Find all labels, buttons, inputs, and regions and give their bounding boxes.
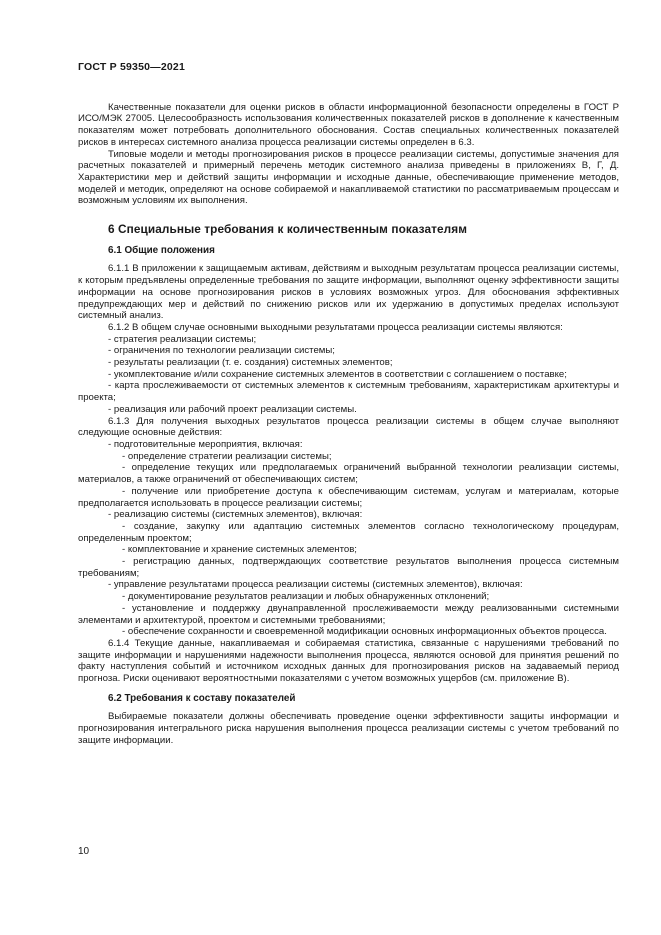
- subsection-6-1-title: 6.1 Общие положения: [108, 244, 215, 256]
- list-item: - карта прослеживаемости от системных элементов к системным требованиям, характеристикам архитектуры и проекта;: [78, 380, 619, 404]
- list-item: - ограничения по технологии реализации системы;: [108, 345, 335, 357]
- action-group-implementation: - реализацию системы (системных элементов), включая:: [108, 509, 363, 521]
- list-item: - укомплектование и/или сохранение системных элементов в соответствии с соглашением о поставке;: [108, 368, 567, 380]
- clause-6-1-4: 6.1.4 Текущие данные, накапливаемая и собираемая статистика, связанные с нарушениями требований по защите информации и нарушениями надежности выполнения процесса, являются основой для принятия решений по факту наступления событий и источником исходных данных для прогнозирования рисков на задаваемый период прогноза. Риски оценивают вероятностными показателями с учетом возможных ущербов (см. приложение В).: [78, 637, 619, 685]
- list-item: - комплектование и хранение системных элементов;: [122, 544, 357, 556]
- list-item: - реализация или рабочий проект реализации системы.: [108, 403, 357, 415]
- clause-6-1-3: 6.1.3 Для получения выходных результатов процесса реализации системы в общем случае выполняют следующие основные действия:: [78, 415, 619, 439]
- intro-paragraph-2: Типовые модели и методы прогнозирования рисков в процессе реализации системы, допустимые значения для расчетных показателей и примерный перечень методик системного анализа приведены в приложениях В, Г, Д. Характеристики мер и действий защиты информации и исходные данные, обеспечивающие применение методов, моделей и методик, определяют на основе собираемой и накапливаемой статистики по рассматриваемым процессам и возможным условиям их выполнения.: [78, 148, 619, 207]
- page-number: 10: [78, 846, 90, 857]
- clause-6-2-paragraph: Выбираемые показатели должны обеспечивать проведение оценки эффективности защиты информации и прогнозирования интегрального риска нарушения выполнения процесса реализации системы с учетом требований по защите информации.: [78, 711, 619, 746]
- action-group-preparation: - подготовительные мероприятия, включая:: [108, 438, 303, 450]
- clause-6-1-2: 6.1.2 В общем случае основными выходными результатами процесса реализации системы являются:: [108, 321, 563, 333]
- list-item: - определение текущих или предполагаемых ограничений выбранной технологии реализации системы, материалов, а также ограничений от обеспечивающих систем;: [78, 462, 619, 486]
- document-id-header: ГОСТ Р 59350—2021: [78, 61, 186, 73]
- list-item: - документирование результатов реализации и любых обнаруженных отклонений;: [122, 591, 490, 603]
- intro-paragraph-1: Качественные показатели для оценки рисков в области информационной безопасности определены в ГОСТ Р ИСО/МЭК 27005. Целесообразность использования количественных показателей рисков в дополнение к качественным показателям может потребовать дополнительного обоснования. Состав специальных количественных показателей рисков в интересах системного анализа процесса реализации системы определен в 6.3.: [78, 101, 619, 148]
- list-item: - результаты реализации (т. е. создания) системных элементов;: [108, 357, 393, 369]
- list-item: - установление и поддержку двунаправленной прослеживаемости между реализованными системными элементами и архитектурой, проектом и системными требованиями;: [78, 602, 619, 626]
- list-item: - обеспечение сохранности и своевременной модификации основных информационных объектов процесса.: [122, 626, 607, 638]
- section-6-title: 6 Специальные требования к количественным показателям: [108, 222, 468, 237]
- list-item: - регистрацию данных, подтверждающих соответствие результатов выполнения процесса системным требованиям;: [78, 556, 619, 579]
- clause-6-1-1: 6.1.1 В приложении к защищаемым активам, действиям и выходным результатам процесса реализации системы, к которым предъявлены определенные требования по защите информации, выполняют оценку эффективности защиты информации на основе прогнозирования рисков в условиях возможных угроз. Для обоснования эффективных предупреждающих мер и действий по снижению рисков или их удержанию в допустимых пределах используют системный анализ.: [78, 263, 619, 322]
- action-group-management: - управление результатами процесса реализации системы (системных элементов), включая:: [108, 579, 523, 591]
- list-item: - определение стратегии реализации системы;: [122, 450, 332, 462]
- subsection-6-2-title: 6.2 Требования к составу показателей: [108, 692, 296, 704]
- list-item: - получение или приобретение доступа к обеспечивающим системам, услугам и материалам, которые предполагается использовать в процессе реализации системы;: [78, 485, 619, 509]
- list-item: - создание, закупку или адаптацию системных элементов согласно технологическому процедурам, определенным проектом;: [78, 520, 619, 544]
- list-item: - стратегия реализации системы;: [108, 333, 257, 345]
